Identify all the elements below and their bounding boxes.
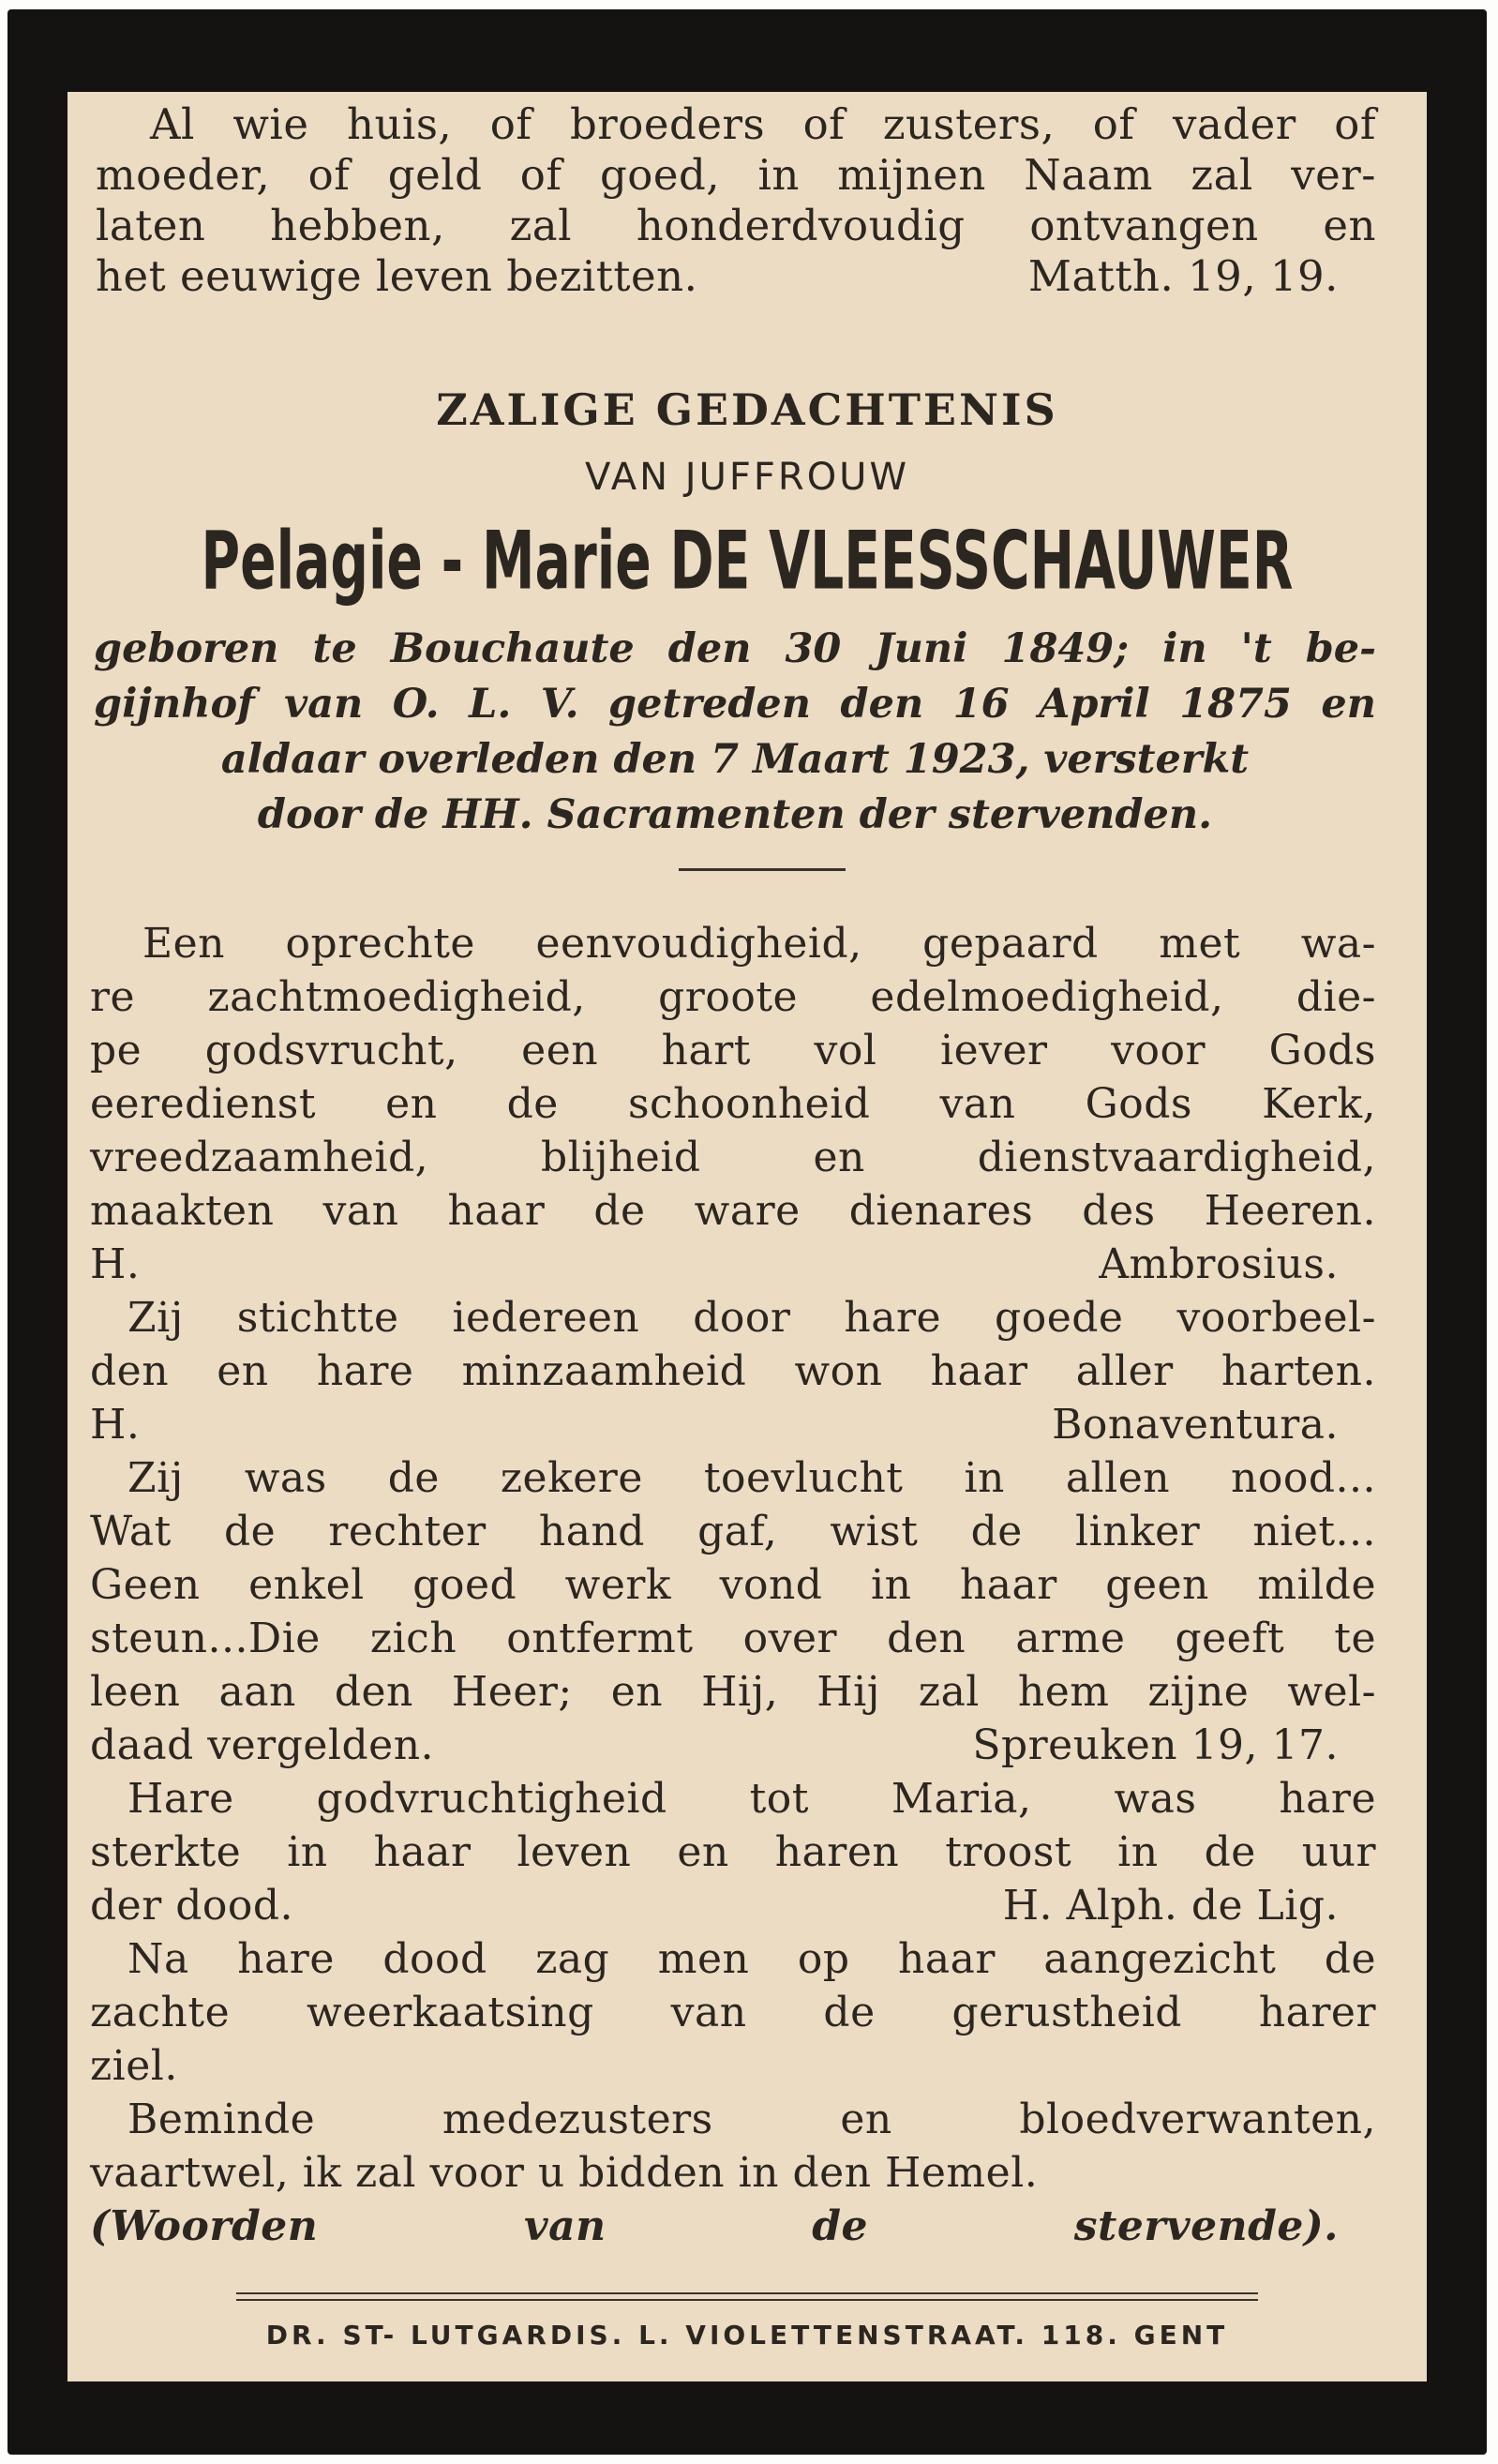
paragraph-line: Hare godvruchtigheid tot Maria, was hare — [127, 1775, 1376, 1823]
biography-line: aldaar overleden den 7 Maart 1923, versterkt — [220, 736, 1250, 783]
divider — [679, 868, 846, 871]
biography — [94, 622, 1376, 843]
paragraph-line: re zachtmoedigheid, groote edelmoedigheid, die- — [90, 973, 1376, 1021]
paragraph-line: daad vergelden. — [90, 1721, 435, 1769]
epigraph-line: moeder, of geld of goed, in mijnen Naam zal ver- — [96, 150, 1376, 200]
closing-attribution: (Woorden van de stervende). — [90, 2202, 1339, 2250]
paragraph-line: vaartwel, ik zal voor u bidden in den Hemel. — [90, 2149, 1039, 2197]
footer-rule — [236, 2292, 1258, 2294]
paragraph-line: Geen enkel goed werk vond in haar geen milde — [90, 1561, 1376, 1609]
epigraph-line: het eeuwige leven bezitten. — [96, 251, 698, 301]
biography-line: door de HH. Sacramenten der stervenden. — [257, 791, 1213, 838]
deceased-name: Pelagie - Marie DE VLEESSCHAUWER — [201, 514, 1294, 608]
paragraph-line: den en hare minzaamheid won haar aller harten. — [90, 1347, 1376, 1395]
paragraph-line: Na hare dood zag men op haar aangezicht de — [127, 1935, 1376, 1983]
paragraph-line: der dood. — [90, 1882, 294, 1930]
subtitle: VAN JUFFROUW — [585, 456, 909, 499]
epigraph-reference: Matth. 19, 19. — [1027, 251, 1339, 301]
paragraph-line: pe godsvrucht, een hart vol iever voor Gods — [90, 1027, 1376, 1074]
memorial-card-border — [7, 9, 1487, 2455]
paragraph-line: Een oprechte eenvoudigheid, gepaard met wa- — [142, 920, 1376, 968]
paragraph-line: Zij stichtte iedereen door hare goede voorbeel- — [127, 1294, 1376, 1342]
paragraph-line: Zij was de zekere toevlucht in allen nood... — [127, 1454, 1376, 1502]
tribute-text — [90, 917, 1376, 2253]
paragraph-line: vreedzaamheid, blijheid en dienstvaardigheid, — [90, 1134, 1376, 1181]
citation: H. Bonaventura. — [90, 1401, 1339, 1449]
citation: H. Ambrosius. — [90, 1240, 1339, 1288]
biography-line: gijnhof van O. L. V. getreden den 16 April 1875 en — [94, 681, 1376, 728]
page-title: ZALIGE GEDACHTENIS — [436, 384, 1058, 435]
epigraph-line: laten hebben, zal honderdvoudig ontvangen en — [96, 201, 1376, 250]
paragraph-line: sterkte in haar leven en haren troost in de uur — [90, 1828, 1376, 1876]
paragraph-line: leen aan den Heer; en Hij, Hij zal hem zijne wel- — [90, 1668, 1376, 1716]
citation: Spreuken 19, 17. — [972, 1721, 1339, 1769]
footer-rule — [236, 2299, 1258, 2301]
epigraph-line: Al wie huis, of broeders of zusters, of vader of — [150, 99, 1376, 149]
citation: H. Alph. de Lig. — [1002, 1882, 1339, 1930]
paragraph-line: maakten van haar de ware dienares des Heeren. — [90, 1187, 1376, 1235]
memorial-card-paper — [67, 92, 1427, 2381]
paragraph-line: zachte weerkaatsing van de gerustheid harer — [90, 1989, 1376, 2036]
paragraph-line: Beminde medezusters en bloedverwanten, — [127, 2096, 1376, 2143]
epigraph — [96, 99, 1376, 302]
printer-imprint: DR. ST- LUTGARDIS. L. VIOLETTENSTRAAT. 118. GENT — [265, 2320, 1229, 2351]
paragraph-line: eeredienst en de schoonheid van Gods Kerk, — [90, 1080, 1376, 1128]
paragraph-line: ziel. — [90, 2042, 178, 2090]
biography-line: geboren te Bouchaute den 30 Juni 1849; in 't be- — [94, 625, 1376, 672]
paragraph-line: steun...Die zich ontfermt over den arme geeft te — [90, 1615, 1376, 1662]
paragraph-line: Wat de rechter hand gaf, wist de linker niet... — [90, 1508, 1376, 1555]
